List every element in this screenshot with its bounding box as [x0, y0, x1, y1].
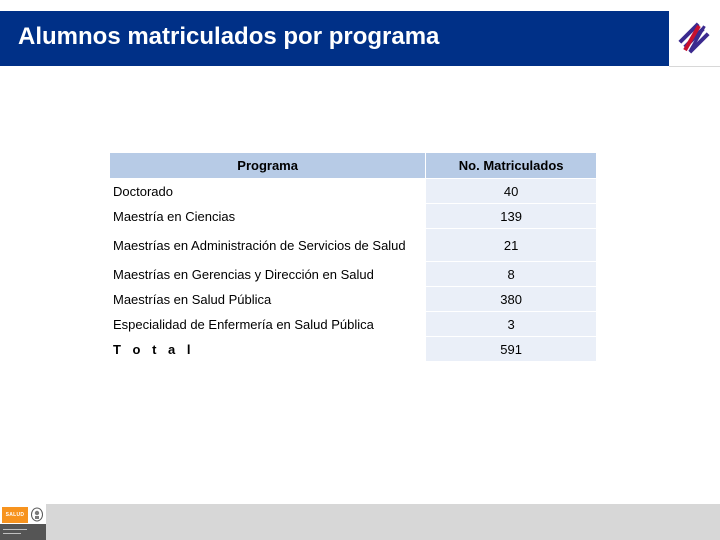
count-cell: 139 — [426, 204, 596, 229]
logo-icon — [677, 21, 711, 55]
total-label: T o t a l — [110, 337, 426, 362]
salud-badge: SALUD — [2, 507, 28, 523]
table-row — [110, 179, 596, 204]
program-cell: Maestrías en Salud Pública — [110, 287, 426, 312]
count-cell: 380 — [426, 287, 596, 312]
table-row — [110, 204, 596, 229]
program-cell: Maestría en Ciencias — [110, 204, 426, 229]
footer-badge — [0, 504, 46, 540]
institution-logo — [669, 11, 720, 67]
table-row — [110, 229, 596, 262]
page-title: Alumnos matriculados por programa — [18, 23, 440, 50]
program-cell: Especialidad de Enfermería en Salud Pública — [110, 312, 426, 337]
program-cell: Doctorado — [110, 179, 426, 204]
table-row — [110, 287, 596, 312]
caption-line — [3, 533, 21, 534]
count-cell: 8 — [426, 262, 596, 287]
total-count: 591 — [426, 337, 596, 362]
table-header-row — [110, 153, 596, 179]
enrollment-table — [110, 153, 596, 361]
column-header-matriculados: No. Matriculados — [426, 153, 596, 179]
badge-caption — [0, 524, 46, 540]
program-cell: Maestrías en Gerencias y Dirección en Salud — [110, 262, 426, 287]
count-cell: 3 — [426, 312, 596, 337]
program-cell: Maestrías en Administración de Servicios de Salud — [110, 229, 426, 262]
table-row — [110, 262, 596, 287]
column-header-programa: Programa — [110, 153, 426, 179]
footer-bar — [0, 504, 720, 540]
total-row — [110, 337, 596, 362]
caption-line — [3, 529, 27, 530]
count-cell: 40 — [426, 179, 596, 204]
table-row — [110, 312, 596, 337]
header-bar — [0, 11, 669, 66]
seal-icon — [30, 507, 44, 522]
count-cell: 21 — [426, 229, 596, 262]
